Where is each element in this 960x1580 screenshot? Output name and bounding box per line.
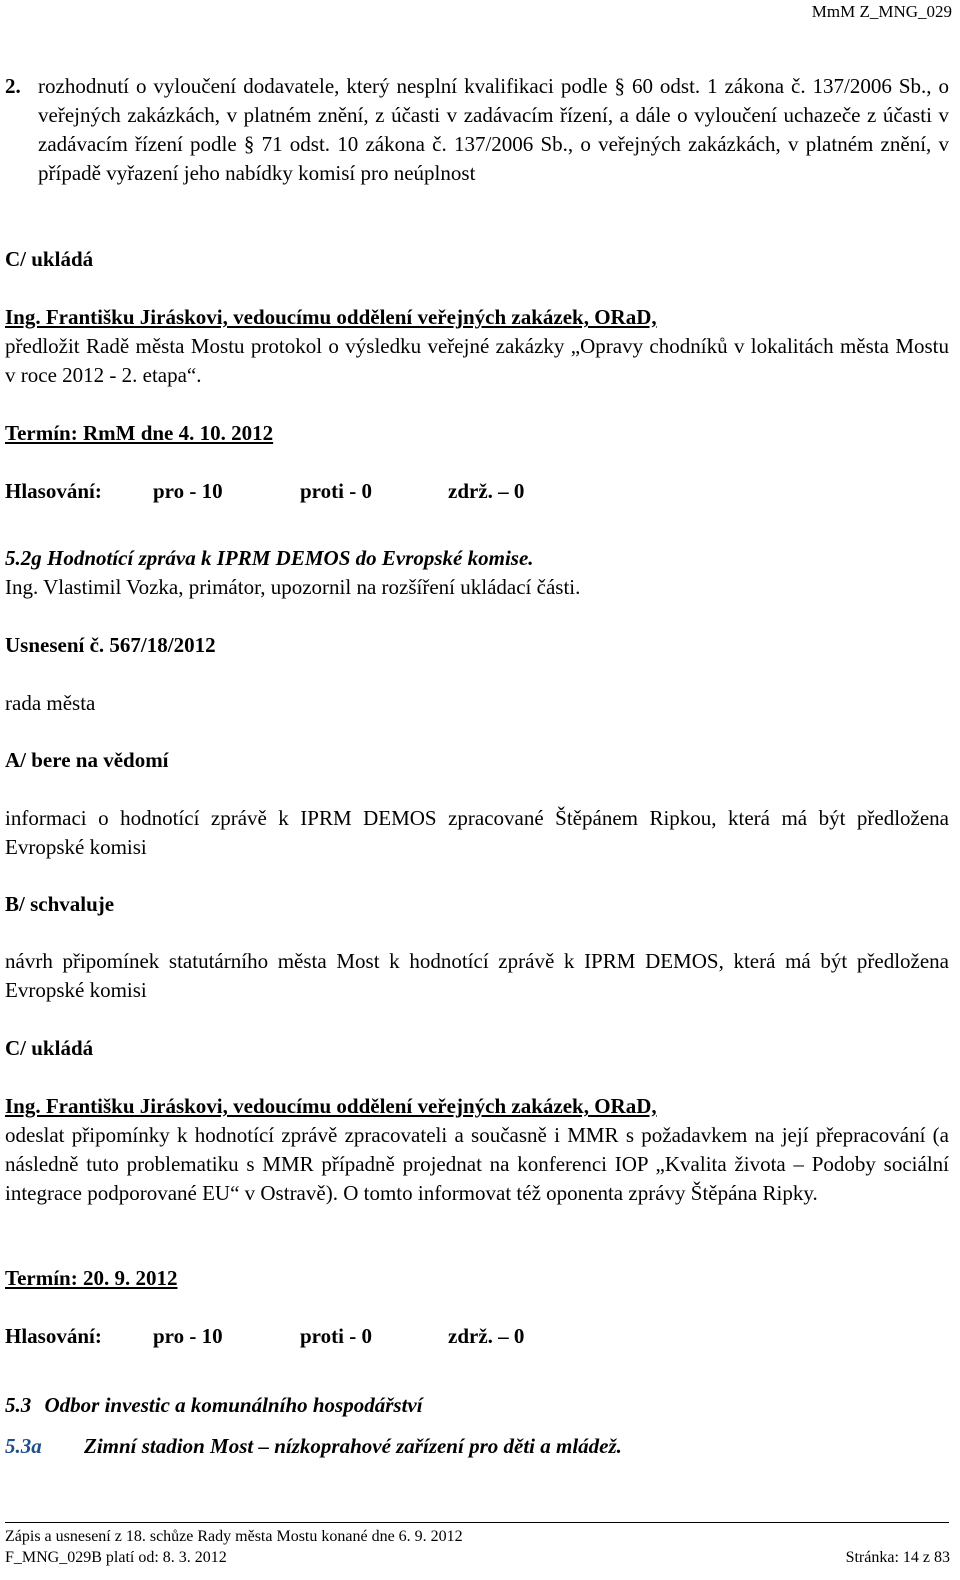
footer-rule: [5, 1522, 949, 1523]
task-text: předložit Radě města Mostu protokol o výsledku veřejné zakázky „Opravy chodníků v lokalitách města Mostu v roce 2012 - 2. etapa“.: [5, 334, 949, 387]
section-a-text: informaci o hodnotící zprávě k IPRM DEMOS zpracované Štěpánem Ripkou, která má být předložena Evropské komisi: [5, 806, 949, 859]
vote-zdrz: zdrž. – 0: [448, 1324, 525, 1348]
vote-pro: pro - 10: [153, 479, 223, 503]
section-a-label: A/ bere na vědomí: [5, 748, 169, 772]
section-intro: Ing. Vlastimil Vozka, primátor, upozornil na rozšíření ukládací části.: [5, 575, 581, 599]
section-heading-number: 5.3: [5, 1393, 32, 1417]
vote-row: [5, 1322, 949, 1351]
document-code: MmM Z_MNG_029: [811, 2, 952, 21]
footer-validity: F_MNG_029B platí od: 8. 3. 2012: [5, 1549, 227, 1566]
section-b-label: B/ schvaluje: [5, 892, 115, 916]
assignee: Ing. Františku Jiráskovi, vedoucímu oddělení veřejných zakázek, ORaD,: [5, 305, 657, 329]
task-text: odeslat připomínky k hodnotící zprávě zpracovateli a současně i MMR s požadavkem na její přepracování (a následně tuto problematiku s MMR případně projednat na konferenci IOP „Kvalita života – Podoby sociální integrace podporované EU“ v Ostravě). O tomto informovat též oponenta zprávy Štěpána Ripky.: [5, 1123, 949, 1205]
subsection-text: Zimní stadion Most – nízkoprahové zařízení pro děti a mládež.: [84, 1434, 622, 1458]
subsection-number: 5.3a: [5, 1434, 42, 1458]
deadline: Termín: 20. 9. 2012: [5, 1266, 178, 1290]
vote-proti: proti - 0: [300, 1324, 372, 1348]
section-heading: 5.2g Hodnotící zpráva k IPRM DEMOS do Evropské komise.: [5, 546, 534, 570]
deadline: Termín: RmM dne 4. 10. 2012: [5, 421, 274, 445]
assignee: Ing. Františku Jiráskovi, vedoucímu oddělení veřejných zakázek, ORaD,: [5, 1094, 657, 1118]
section-b-text: návrh připomínek statutárního města Most k hodnotící zprávě k IPRM DEMOS, která má být předložena Evropské komisi: [5, 949, 949, 1002]
vote-label: Hlasování:: [5, 1324, 102, 1348]
section-heading-text: Odbor investic a komunálního hospodářství: [44, 1393, 423, 1417]
resolution-body: rada města: [5, 691, 96, 715]
vote-zdrz: zdrž. – 0: [448, 479, 525, 503]
footer-title: Zápis a usnesení z 18. schůze Rady města Mostu konané dne 6. 9. 2012: [5, 1528, 463, 1545]
vote-pro: pro - 10: [153, 1324, 223, 1348]
subsection-heading: [5, 1432, 622, 1461]
vote-row: [5, 477, 949, 506]
vote-label: Hlasování:: [5, 479, 102, 503]
section-heading: [5, 1391, 423, 1420]
resolution-number: Usnesení č. 567/18/2012: [5, 633, 216, 657]
section-c-label: C/ ukládá: [5, 247, 94, 271]
list-item-number: 2.: [5, 74, 21, 98]
list-item-text: rozhodnutí o vyloučení dodavatele, který nesplní kvalifikaci podle § 60 odst. 1 zákona č. 137/2006 Sb., o veřejných zakázkách, v platném znění, z účasti v zadávacím řízení, a dále o vyloučení uchazeče z účasti v zadávacím řízení podle § 71 odst. 10 zákona č. 137/2006 Sb., o veřejných zakázkách, v platném znění, v případě vyřazení jeho nabídky komisí pro neúplnost: [38, 74, 949, 185]
vote-proti: proti - 0: [300, 479, 372, 503]
section-c-label: C/ ukládá: [5, 1036, 94, 1060]
footer-page-number: Stránka: 14 z 83: [845, 1549, 950, 1566]
